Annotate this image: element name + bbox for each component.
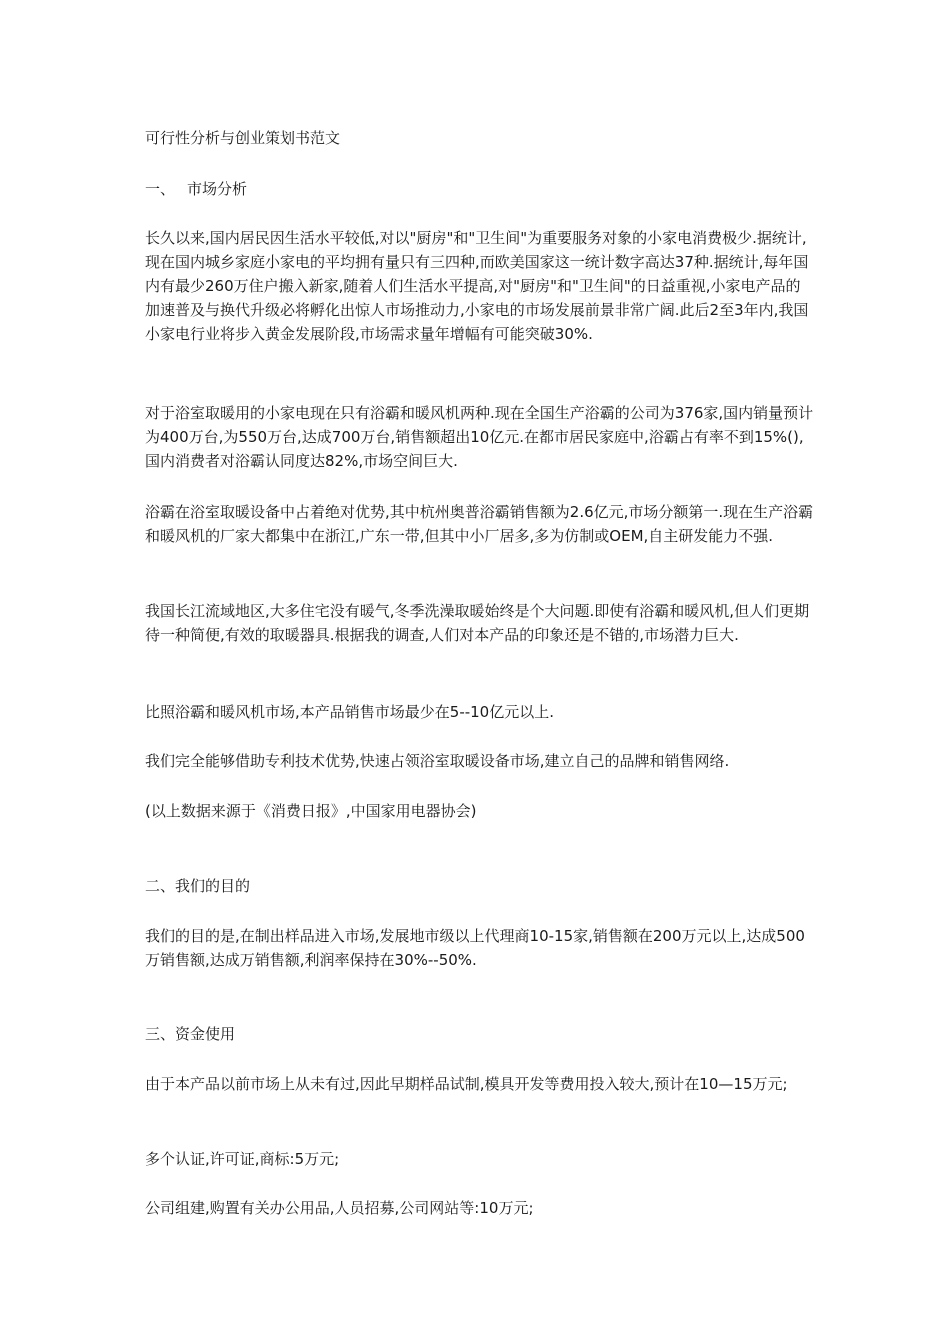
paragraph: 由于本产品以前市场上从未有过,因此早期样品试制,模具开发等费用投入较大,预计在10—15万元; (145, 1075, 788, 1093)
paragraph: 我们的目的是,在制出样品进入市场,发展地市级以上代理商10-15家,销售额在200万元以上,达成500万销售额,达成万销售额,利润率保持在30%--50%. (145, 927, 805, 969)
section-number: 一、 (145, 180, 176, 198)
paragraph: 长久以来,国内居民因生活水平较低,对以"厨房"和"卫生间"为重要服务对象的小家电消费极少.据统计,现在国内城乡家庭小家电的平均拥有量只有三四种,而欧美国家这一统计数字高达37种.据统计,每年国内有最少260万住户搬入新家,随着人们生活水平提高,对"厨房"和"卫生间"的日益重视,小家电产品的加速普及与换代升级必将孵化出惊人市场推动力,小家电的市场发展前景非常广阔.此后2至3年内,我国小家电行业将步入黄金发展阶段,市场需求量年增幅有可能突破30%. (145, 229, 809, 343)
section-heading-goal: 二、我们的目的 (145, 877, 251, 895)
paragraph: 对于浴室取暖用的小家电现在只有浴霸和暖风机两种.现在全国生产浴霸的公司为376家,国内销量预计为400万台,为550万台,达成700万台,销售额超出10亿元.在都市居民家庭中,浴霸占有率不到15%(),国内消费者对浴霸认同度达82%,市场空间巨大. (145, 404, 814, 470)
paragraph: 比照浴霸和暖风机市场,本产品销售市场最少在5--10亿元以上. (145, 703, 554, 721)
paragraph: 浴霸在浴室取暖设备中占着绝对优势,其中杭州奥普浴霸销售额为2.6亿元,市场分额第一.现在生产浴霸和暖风机的厂家大都集中在浙江,广东一带,但其中小厂居多,多为仿制或OEM,自主研发能力不强. (145, 503, 814, 545)
section-title: 市场分析 (187, 180, 248, 198)
paragraph: 多个认证,许可证,商标:5万元; (145, 1150, 340, 1168)
paragraph-source: (以上数据来源于《消费日报》,中国家用电器协会) (145, 802, 477, 820)
paragraph: 我们完全能够借助专利技术优势,快速占领浴室取暖设备市场,建立自己的品牌和销售网络. (145, 752, 730, 770)
paragraph: 我国长江流域地区,大多住宅没有暖气,冬季洗澡取暖始终是个大问题.即使有浴霸和暖风机,但人们更期待一种简便,有效的取暖器具.根据我的调查,人们对本产品的印象还是不错的,市场潜力巨大. (145, 602, 810, 644)
paragraph: 公司组建,购置有关办公用品,人员招募,公司网站等:10万元; (145, 1199, 534, 1217)
section-heading-market-analysis (145, 177, 247, 201)
document-title: 可行性分析与创业策划书范文 (145, 129, 341, 147)
section-heading-funding: 三、资金使用 (145, 1025, 236, 1043)
